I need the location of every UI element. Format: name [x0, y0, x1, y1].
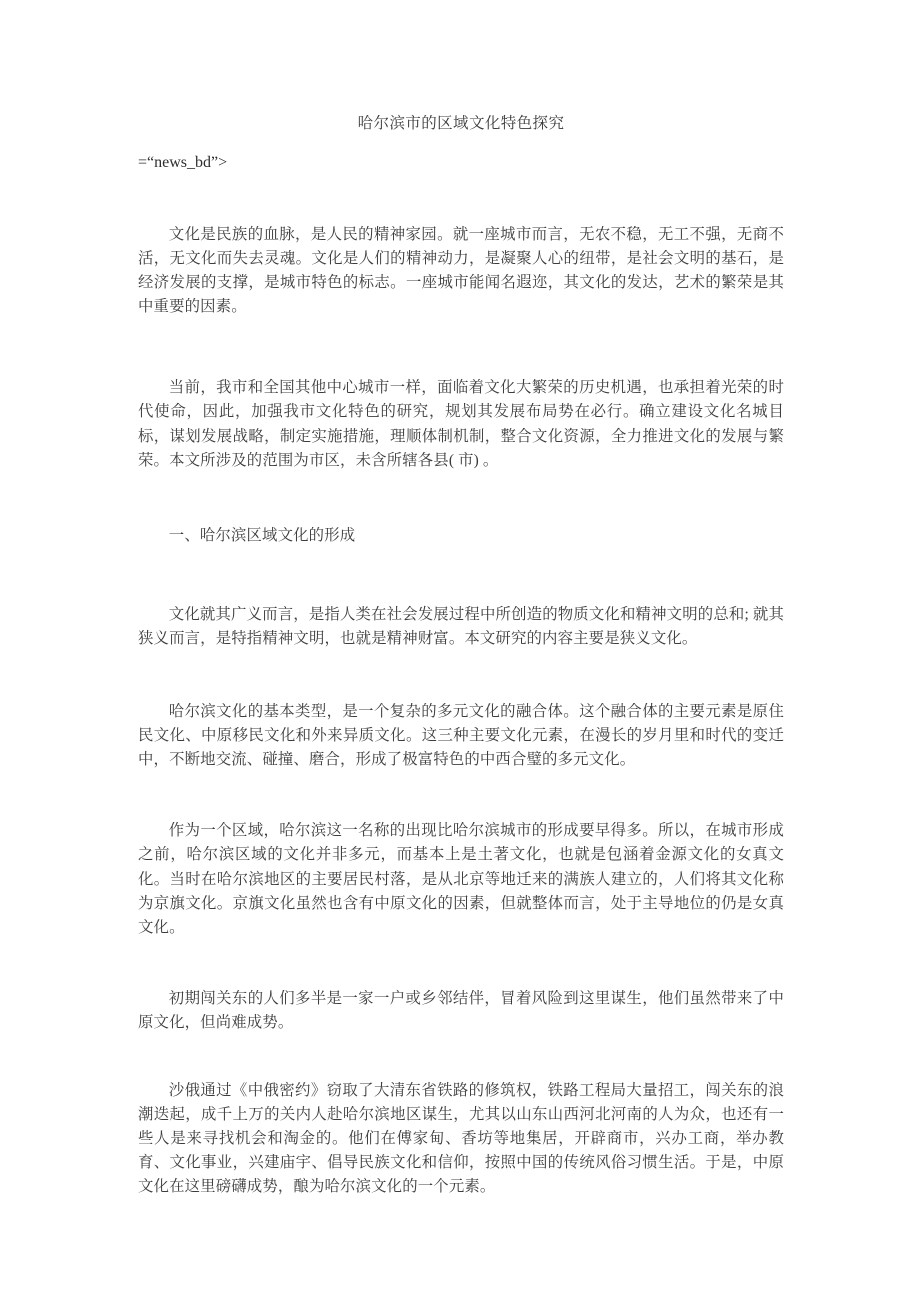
spacer — [138, 1035, 784, 1079]
spacer — [138, 772, 784, 819]
body-paragraph: 文化是民族的血脉，是人民的精神家园。就一座城市而言，无农不稳，无工不强，无商不活，无文化而失去灵魂。文化是人们的精神动力，是凝聚人心的纽带，是社会文明的基石，是经济发展的支撑，是城市特色的标志。一座城市能闻名遐迩，其文化的发达，艺术的繁荣是其中重要的因素。 — [138, 226, 784, 316]
spacer — [138, 175, 784, 223]
spacer — [138, 473, 784, 524]
body-paragraph: 作为一个区域，哈尔滨这一名称的出现比哈尔滨城市的形成要早得多。所以，在城市形成之前，哈尔滨区域的文化并非多元，而基本上是土著文化，也就是包涵着金源文化的女真文化。当时在哈尔滨地区的主要居民村落，是从北京等地迁来的满族人建立的，人们将其文化称为京旗文化。京旗文化虽然也含有中原文化的因素，但就整体而言，处于主导地位的仍是女真文化。 — [138, 822, 784, 936]
stray-markup-line: =“news_bd”> — [138, 154, 228, 171]
section-heading: 一、哈尔滨区域文化的形成 — [168, 526, 356, 544]
page-title: 哈尔滨市的区域文化特色探究 — [357, 115, 565, 132]
body-paragraph: 文化就其广义而言，是指人类在社会发展过程中所创造的物质文化和精神文明的总和; 就其狭义而言，是特指精神文明，也就是精神财富。本文研究的内容主要是狭义文化。 — [138, 605, 784, 647]
spacer — [138, 319, 784, 376]
spacer — [138, 548, 784, 603]
spacer — [138, 940, 784, 987]
body-paragraph: 初期闯关东的人们多半是一家一户或乡邻结伴，冒着风险到这里谋生，他们虽然带来了中原文化，但尚难成势。 — [138, 989, 784, 1031]
document-content-column — [138, 0, 784, 1199]
spacer — [138, 651, 784, 700]
body-paragraph: 当前，我市和全国其他中心城市一样，面临着文化大繁荣的历史机遇，也承担着光荣的时代使命，因此，加强我市文化特色的研究，规划其发展布局势在必行。确立建设文化名城目标，谋划发展战略，制定实施措施，理顺体制机制，整合文化资源，全力推进文化的发展与繁荣。本文所涉及的范围为市区，未含所辖各县( 市) 。 — [138, 379, 784, 469]
body-paragraph: 哈尔滨文化的基本类型，是一个复杂的多元文化的融合体。这个融合体的主要元素是原住民文化、中原移民文化和外来异质文化。这三种主要文化元素，在漫长的岁月里和时代的变迁中，不断地交流、碰撞、磨合，形成了极富特色的中西合璧的多元文化。 — [138, 703, 784, 769]
body-paragraph: 沙俄通过《中俄密约》窃取了大清东省铁路的修筑权，铁路工程局大量招工，闯关东的浪潮迭起，成千上万的关内人赴哈尔滨地区谋生，尤其以山东山西河北河南的人为众，也还有一些人是来寻找机会和淘金的。他们在傅家甸、香坊等地集居，开辟商市，兴办工商，举办教育、文化事业，兴建庙宇、倡导民族文化和信仰，按照中国的传统风俗习惯生活。于是，中原文化在这里磅礴成势，酿为哈尔滨文化的一个元素。 — [138, 1081, 784, 1196]
